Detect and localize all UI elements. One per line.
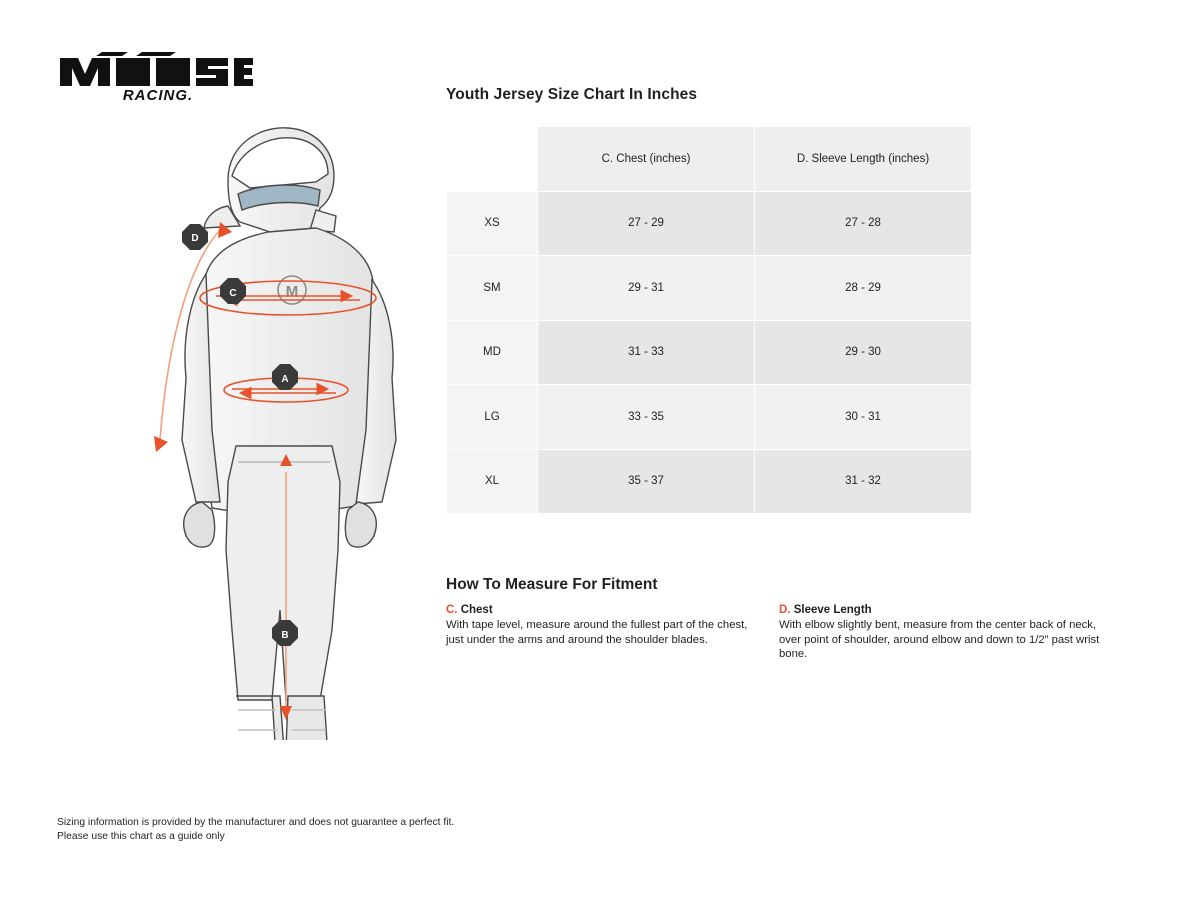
table-header-row: [447, 127, 972, 192]
row-size: XL: [447, 449, 538, 514]
disclaimer-line-1: Sizing information is provided by the manufacturer and does not guarantee a perfect fit.: [57, 817, 455, 828]
measure-item-sleeve: [779, 604, 1109, 662]
table-row: [447, 191, 972, 256]
header-chest: C. Chest (inches): [538, 127, 755, 192]
row-chest: 33 - 35: [538, 385, 755, 450]
row-sleeve: 28 - 29: [755, 256, 972, 321]
moose-racing-logo: [58, 48, 253, 104]
size-chart-table: [446, 126, 972, 514]
header-blank: [447, 127, 538, 192]
disclaimer: [57, 816, 454, 844]
header-sleeve: D. Sleeve Length (inches): [755, 127, 972, 192]
table-row: [447, 256, 972, 321]
row-sleeve: 29 - 30: [755, 320, 972, 385]
svg-text:A: A: [281, 374, 289, 385]
measure-body: With elbow slightly bent, measure from the center back of neck, over point of shoulder, around elbow and down to 1/2” past wrist bone.: [779, 619, 1100, 661]
table-row: [447, 449, 972, 514]
measure-letter: C.: [446, 604, 458, 616]
svg-text:M: M: [285, 283, 299, 300]
svg-text:C: C: [229, 288, 237, 299]
chart-column: [446, 86, 1146, 662]
row-sleeve: 27 - 28: [755, 191, 972, 256]
row-size: XS: [447, 191, 538, 256]
rider-illustration: [120, 110, 440, 740]
measure-letter: D.: [779, 604, 791, 616]
row-sleeve: 30 - 31: [755, 385, 972, 450]
row-size: LG: [447, 385, 538, 450]
measure-body: With tape level, measure around the fullest part of the chest, just under the arms and around the shoulder blades.: [446, 619, 748, 646]
row-sleeve: 31 - 32: [755, 449, 972, 514]
measure-item-chest: [446, 604, 779, 662]
table-row: [447, 320, 972, 385]
svg-text:D: D: [191, 233, 199, 244]
svg-text:RACING.: RACING.: [122, 87, 194, 104]
row-chest: 35 - 37: [538, 449, 755, 514]
how-to-measure-title: How To Measure For Fitment: [446, 576, 658, 593]
table-row: [447, 385, 972, 450]
row-chest: 31 - 33: [538, 320, 755, 385]
disclaimer-line-2: Please use this chart as a guide only: [57, 831, 225, 842]
page-title: Youth Jersey Size Chart In Inches: [446, 86, 698, 103]
row-size: SM: [447, 256, 538, 321]
row-chest: 27 - 29: [538, 191, 755, 256]
svg-text:B: B: [281, 630, 289, 641]
measure-name: Chest: [460, 604, 493, 616]
row-chest: 29 - 31: [538, 256, 755, 321]
row-size: MD: [447, 320, 538, 385]
measure-name: Sleeve Length: [793, 604, 872, 616]
how-to-measure-section: [446, 576, 1146, 662]
